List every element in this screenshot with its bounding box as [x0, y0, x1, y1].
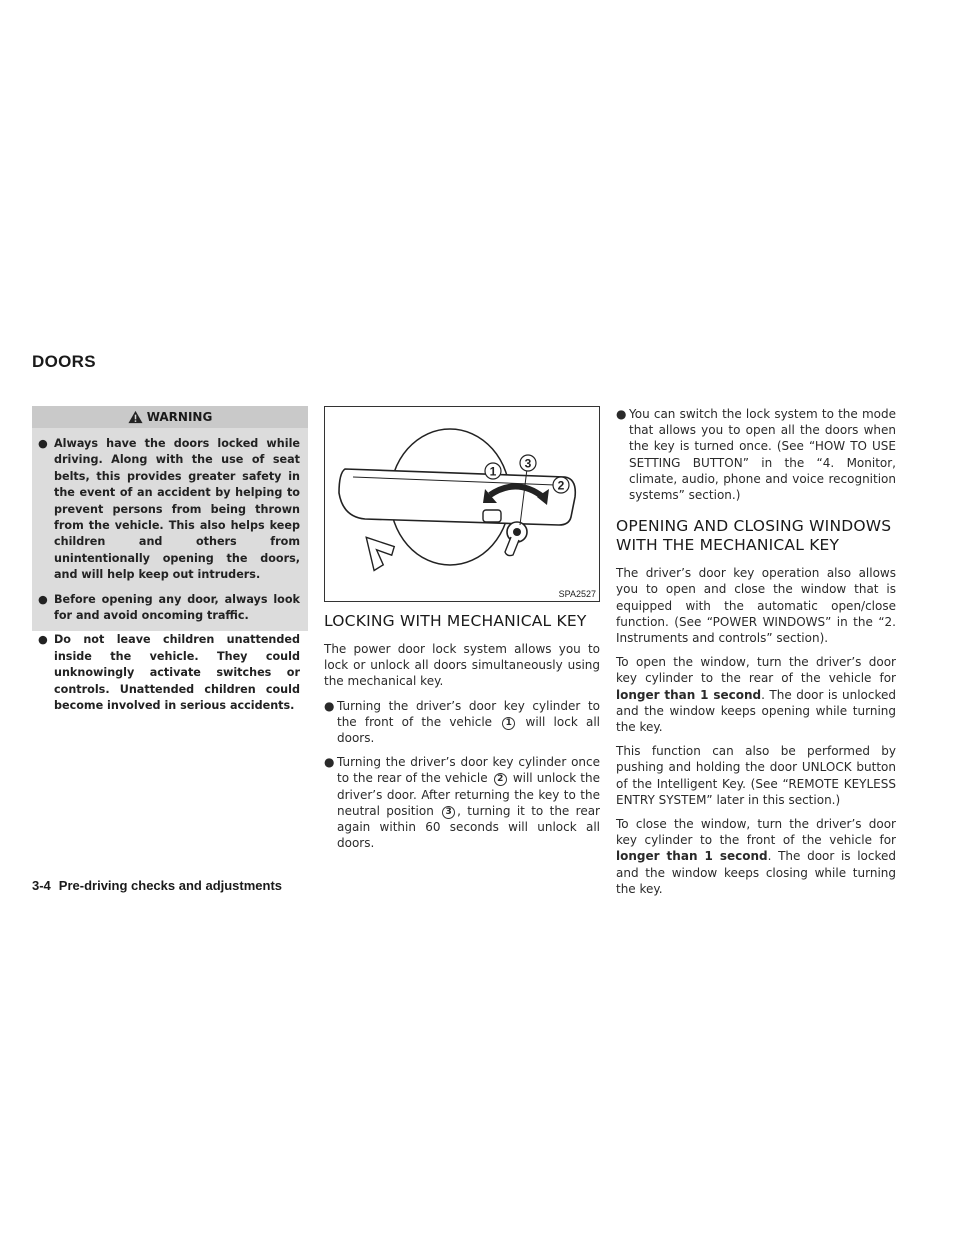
- windows-p3: This function can also be performed by pushing and holding the door UNLOCK button of the Intelligent Key. (See “REMOTE KEYLESS ENTRY SYSTEM” later in this section.): [616, 744, 896, 807]
- section-title: DOORS: [32, 352, 96, 371]
- page-number: 3-4: [32, 878, 51, 893]
- windows-heading: OPENING AND CLOSING WINDOWS WITH THE MECHANICAL KEY: [616, 517, 892, 555]
- bullet: ●: [38, 437, 48, 450]
- windows-p1: The driver’s door key operation also allows you to open and close the window that is equipped with the automatic open/close function. (See “POWER WINDOWS” in the “2. Instruments and controls” section).: [616, 566, 896, 646]
- windows-section: [616, 406, 896, 905]
- page-footer: [32, 878, 282, 893]
- bullet: ●: [324, 755, 335, 770]
- door-handle-illustration: [324, 406, 600, 602]
- door-handle-drawing: [325, 407, 601, 603]
- warning-item: ● Do not leave children unattended inside the vehicle. They could unknowingly activate switches or controls. Unattended children could become involved in serious accidents.: [38, 633, 300, 713]
- figure-code: SPA2527: [558, 589, 596, 599]
- ref-3: 3: [442, 806, 455, 819]
- locking-item-unlock: ● Turning the driver’s door key cylinder once to the rear of the vehicle 2 will unlock the driver’s door. After returning the key to the neutral position 3 , turning it to the rear again within 60 seconds will unlock all doors.: [324, 755, 600, 851]
- callout-2-label: 2: [557, 478, 565, 493]
- chapter-title: Pre-driving checks and adjustments: [58, 878, 283, 893]
- callout-1-label: 1: [489, 464, 497, 479]
- bullet: ●: [38, 633, 48, 647]
- ref-2: 2: [494, 773, 507, 786]
- locking-intro: The power door lock system allows you to lock or unlock all doors simultaneously using the mechanical key.: [324, 642, 600, 689]
- warning-header: [32, 406, 308, 428]
- bullet: ●: [616, 407, 627, 421]
- locking-section: [324, 612, 600, 859]
- switch-mode-item: ● You can switch the lock system to the mode that allows you to open all the doors when the key is turned once. (See “HOW TO USE SETTING BUTTON” in the “4. Monitor, climate, audio, phone and voice recognition systems” section.): [616, 407, 896, 503]
- bullet: ●: [324, 698, 335, 713]
- windows-p4: To close the window, turn the driver’s door key cylinder to the front of the vehicle for longer than 1 second. The door is locked and the window keeps closing while turning the key.: [616, 817, 896, 896]
- warning-item: ● Always have the doors locked while driving. Along with the use of seat belts, this provides greater safety in the event of an accident by helping to prevent persons from being thrown from the vehicle. This also helps keep children and others from unintentionally opening the doors, and will help keep out intruders.: [38, 437, 300, 582]
- warning-item: ● Before opening any door, always look for and avoid oncoming traffic.: [38, 592, 300, 623]
- warning-heading: WARNING: [146, 410, 213, 424]
- bullet: ●: [38, 592, 48, 606]
- locking-item-lock: ● Turning the driver’s door key cylinder to the front of the vehicle 1 will lock all doors.: [324, 698, 600, 746]
- locking-heading: LOCKING WITH MECHANICAL KEY: [324, 612, 587, 630]
- windows-p2: To open the window, turn the driver’s door key cylinder to the rear of the vehicle for longer than 1 second. The door is unlocked and the window keeps opening while turning the key.: [616, 655, 897, 735]
- ref-1: 1: [502, 717, 515, 730]
- warning-triangle-icon: [128, 410, 143, 424]
- warning-list: [32, 428, 308, 715]
- warning-box: [32, 406, 308, 713]
- callout-3-label: 3: [524, 456, 532, 471]
